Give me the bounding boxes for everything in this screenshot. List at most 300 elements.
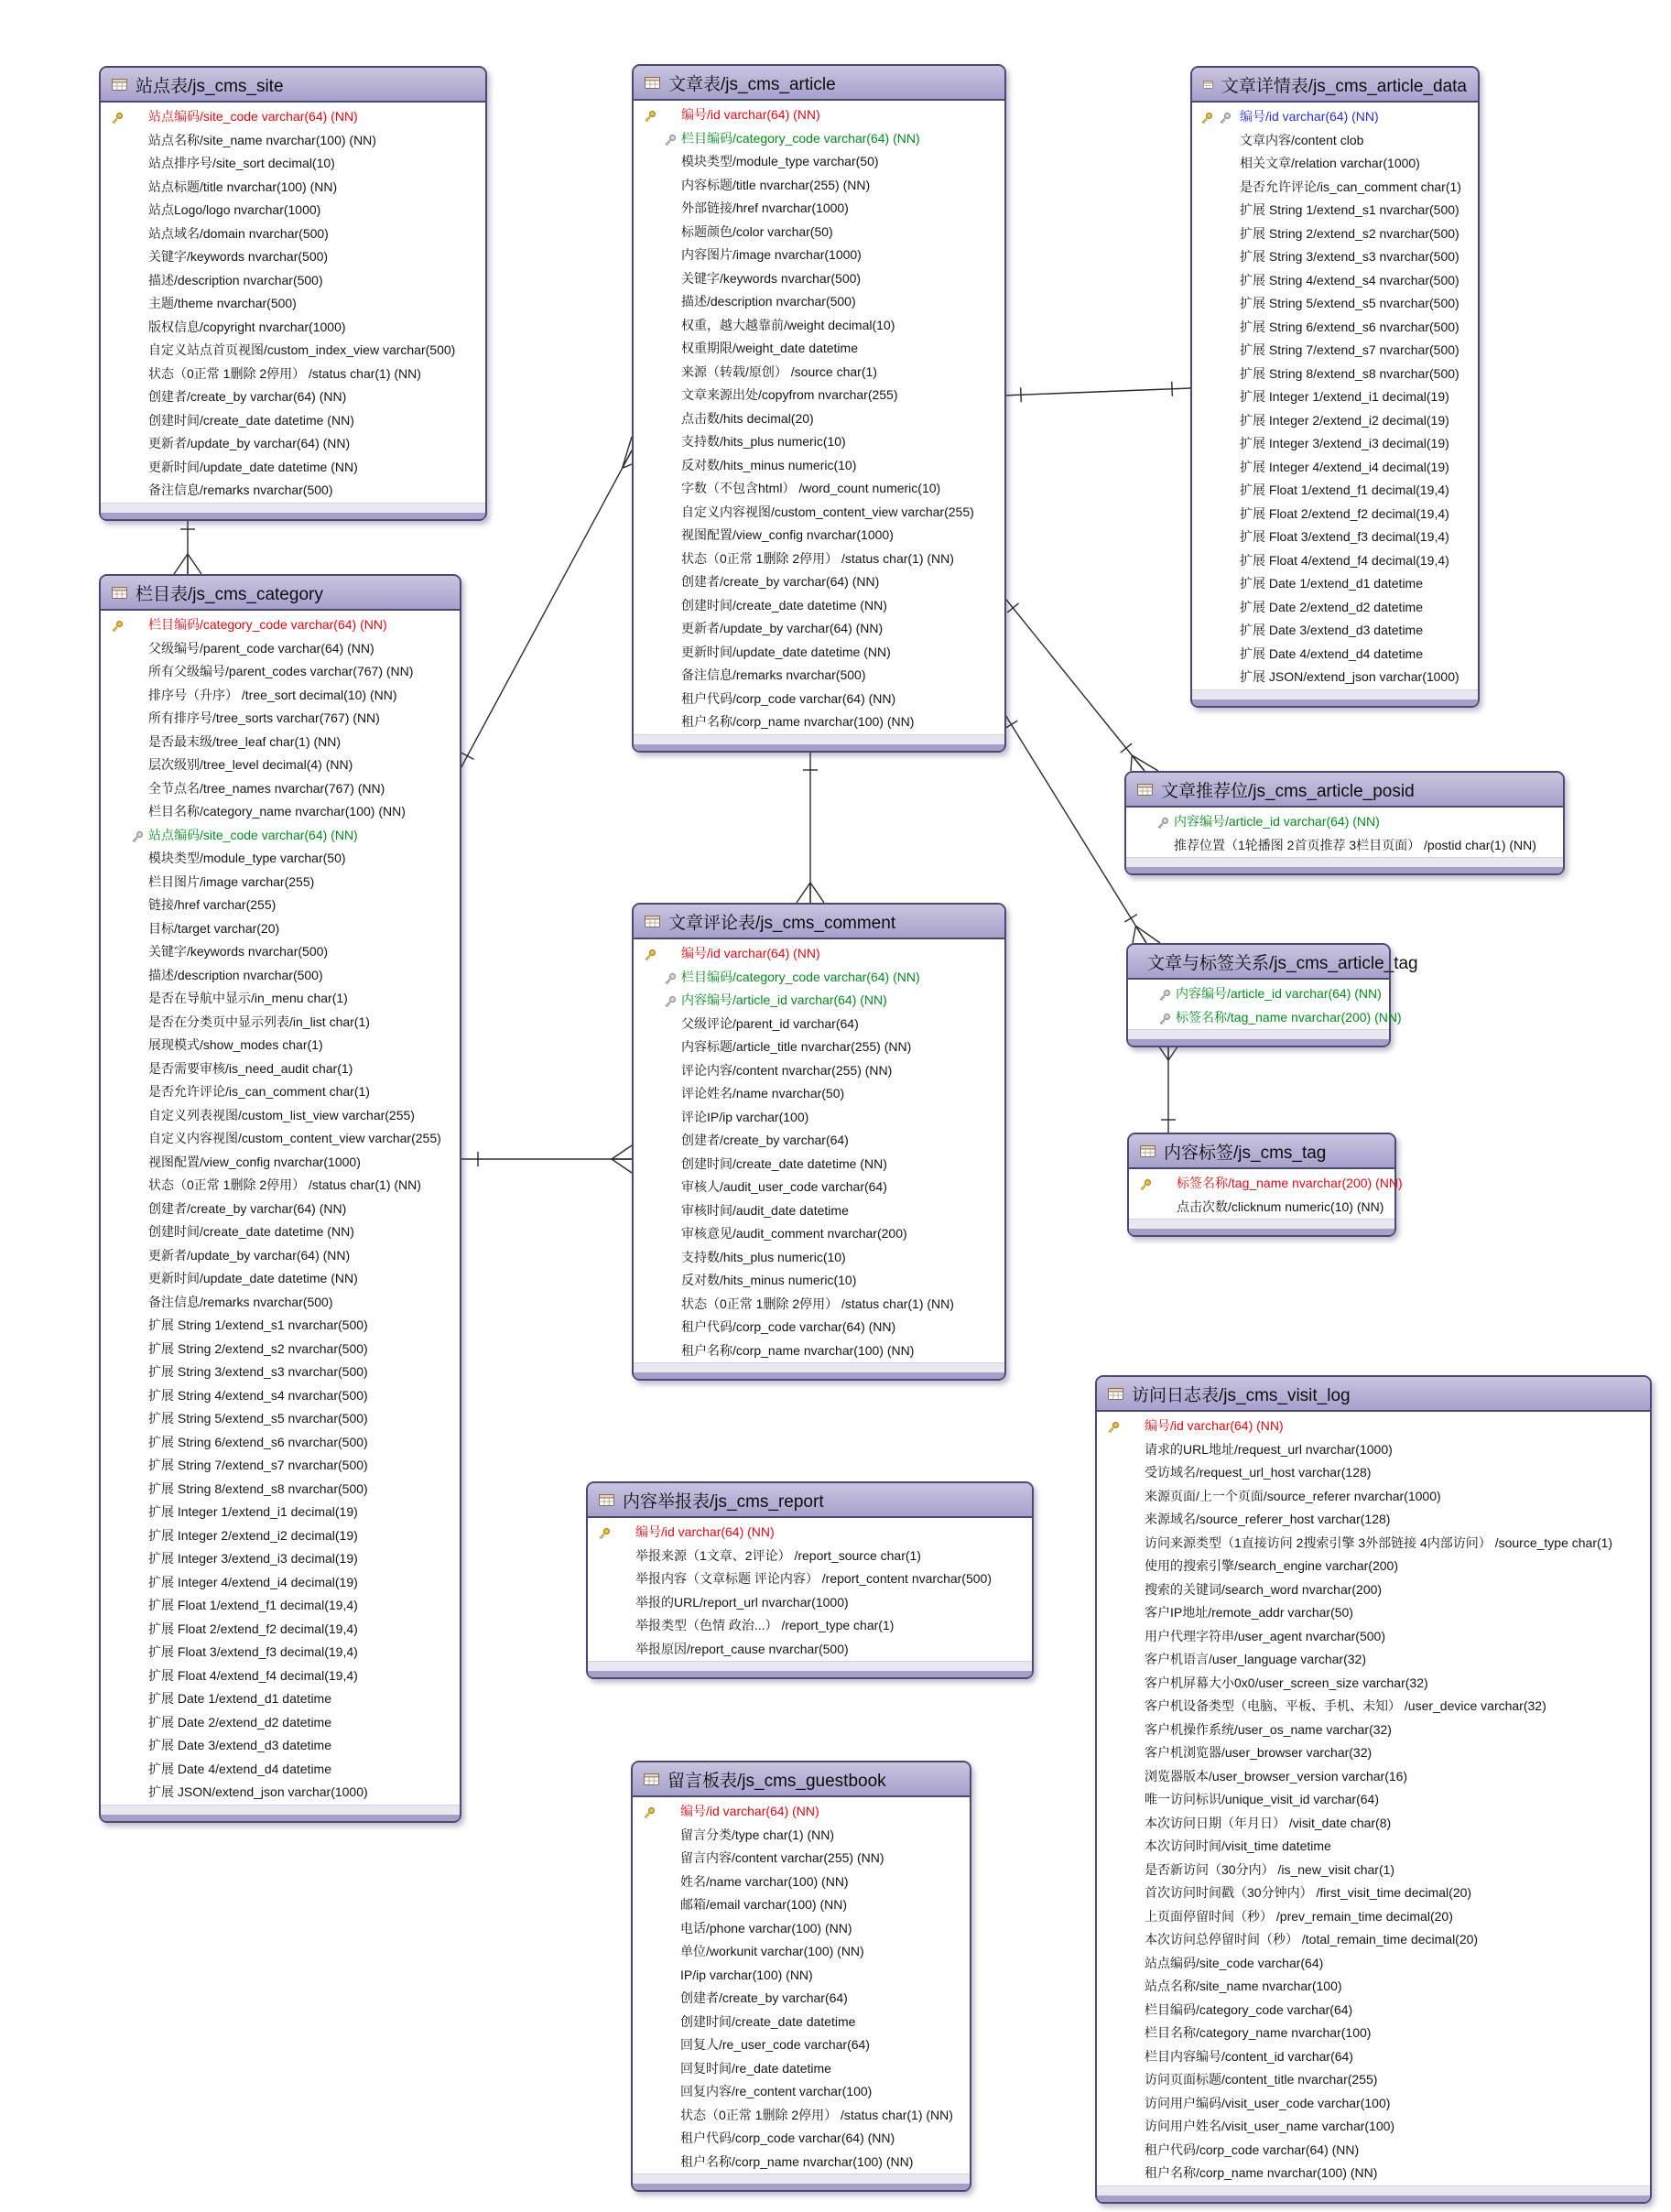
field-row[interactable] bbox=[633, 1870, 970, 1894]
field-row[interactable] bbox=[1192, 409, 1478, 433]
field-text: 排序号（升序） /tree_sort decimal(10) (NN) bbox=[148, 687, 397, 702]
field-row[interactable] bbox=[1192, 363, 1478, 386]
field-text: 电话/phone varchar(100) (NN) bbox=[680, 1920, 852, 1936]
field-row[interactable] bbox=[1192, 245, 1478, 269]
field-row[interactable] bbox=[634, 1129, 1004, 1153]
field-row[interactable] bbox=[101, 1594, 460, 1618]
field-row[interactable] bbox=[101, 684, 460, 708]
table-footer-strip bbox=[1128, 1029, 1389, 1039]
field-row[interactable] bbox=[634, 1199, 1004, 1223]
field-row[interactable] bbox=[1097, 1508, 1650, 1532]
field-list bbox=[1128, 980, 1402, 1029]
field-row[interactable] bbox=[634, 337, 1004, 361]
field-row[interactable] bbox=[634, 594, 1004, 618]
field-row[interactable] bbox=[1097, 1741, 1650, 1765]
field-row[interactable] bbox=[1097, 2115, 1650, 2139]
table-article_tag[interactable] bbox=[1126, 943, 1418, 1047]
field-row[interactable] bbox=[101, 363, 485, 386]
field-row[interactable] bbox=[101, 1104, 460, 1128]
field-text: 站点编码/site_code varchar(64) (NN) bbox=[148, 827, 358, 842]
table-footer-band bbox=[1097, 2196, 1650, 2202]
field-text: 扩展 String 1/extend_s1 nvarchar(500) bbox=[148, 1317, 368, 1332]
field-text: 扩展 Integer 1/extend_i1 decimal(19) bbox=[1240, 389, 1449, 404]
field-row[interactable] bbox=[1192, 176, 1478, 200]
field-text: 点击次数/clicknum numeric(10) (NN) bbox=[1177, 1198, 1384, 1214]
field-list bbox=[101, 611, 460, 1805]
field-row[interactable] bbox=[1097, 1578, 1650, 1602]
field-row[interactable] bbox=[1097, 1461, 1650, 1485]
field-row[interactable] bbox=[1097, 2092, 1650, 2116]
foreign-key-icon bbox=[1218, 112, 1232, 125]
field-text: 本次访问时间/visit_time datetime bbox=[1145, 1838, 1331, 1853]
field-row[interactable] bbox=[1097, 1695, 1650, 1719]
field-row[interactable] bbox=[101, 1664, 460, 1688]
table-footer-band bbox=[633, 2184, 970, 2190]
field-row[interactable] bbox=[1097, 1952, 1650, 1976]
field-row[interactable] bbox=[101, 479, 485, 503]
field-row[interactable] bbox=[101, 871, 460, 895]
table-title: 文章表/js_cms_article bbox=[668, 74, 836, 94]
field-row[interactable] bbox=[588, 1614, 1032, 1638]
field-row[interactable] bbox=[1128, 1006, 1402, 1030]
field-row[interactable] bbox=[101, 176, 485, 200]
field-row[interactable] bbox=[1097, 1415, 1650, 1438]
field-row[interactable] bbox=[634, 361, 1004, 385]
field-row[interactable] bbox=[101, 1244, 460, 1268]
field-row[interactable] bbox=[1129, 1196, 1394, 1220]
field-row[interactable] bbox=[633, 1964, 970, 1988]
field-row[interactable] bbox=[1097, 1788, 1650, 1812]
field-row[interactable] bbox=[1097, 1812, 1650, 1836]
field-row[interactable] bbox=[1097, 1601, 1650, 1625]
field-row[interactable] bbox=[101, 824, 460, 848]
field-text: 栏目名称/category_name nvarchar(100) (NN) bbox=[148, 804, 406, 819]
field-text: 内容编号/article_id varchar(64) (NN) bbox=[681, 992, 887, 1007]
field-row[interactable] bbox=[101, 222, 485, 246]
relation-article-posid bbox=[1003, 595, 1158, 771]
field-row[interactable] bbox=[634, 267, 1004, 291]
field-row[interactable] bbox=[633, 2011, 970, 2034]
field-text: 扩展 String 5/extend_s5 nvarchar(500) bbox=[148, 1411, 368, 1426]
field-row[interactable] bbox=[1192, 619, 1478, 643]
table-footer-band bbox=[1192, 699, 1478, 706]
field-row[interactable] bbox=[1192, 292, 1478, 316]
field-row[interactable] bbox=[634, 244, 1004, 267]
field-row[interactable] bbox=[101, 894, 460, 917]
field-row[interactable] bbox=[101, 1524, 460, 1548]
field-row[interactable] bbox=[634, 1059, 1004, 1083]
field-text: 扩展 Integer 4/extend_i4 decimal(19) bbox=[1240, 459, 1449, 474]
field-row[interactable] bbox=[101, 1057, 460, 1081]
field-text: 租户代码/corp_code varchar(64) (NN) bbox=[681, 1319, 896, 1334]
field-row[interactable] bbox=[1192, 385, 1478, 409]
field-text: 审核人/audit_user_code varchar(64) bbox=[681, 1179, 887, 1194]
field-row[interactable] bbox=[1192, 129, 1478, 153]
field-row[interactable] bbox=[101, 105, 485, 129]
field-text: 点击数/hits decimal(20) bbox=[681, 410, 814, 426]
foreign-key-icon bbox=[663, 995, 677, 1009]
table-article_data[interactable] bbox=[1190, 66, 1480, 708]
field-row[interactable] bbox=[588, 1521, 1032, 1545]
field-row[interactable] bbox=[1192, 479, 1478, 503]
field-row[interactable] bbox=[1192, 316, 1478, 340]
field-row[interactable] bbox=[1097, 1719, 1650, 1742]
table-footer-band bbox=[634, 744, 1004, 751]
field-row[interactable] bbox=[101, 316, 485, 340]
field-row[interactable] bbox=[101, 637, 460, 661]
field-row[interactable] bbox=[101, 129, 485, 153]
field-text: 回复人/re_user_code varchar(64) bbox=[680, 2037, 870, 2052]
table-guestbook[interactable] bbox=[631, 1761, 971, 2192]
field-row[interactable] bbox=[634, 1222, 1004, 1246]
field-row[interactable] bbox=[101, 754, 460, 777]
field-row[interactable] bbox=[633, 1940, 970, 1964]
field-row[interactable] bbox=[101, 409, 485, 433]
table-icon bbox=[1203, 79, 1213, 91]
field-text: 关键字/keywords nvarchar(500) bbox=[681, 270, 862, 286]
field-text: 描述/description nvarchar(500) bbox=[148, 967, 323, 982]
field-row[interactable] bbox=[1126, 810, 1563, 834]
field-row[interactable] bbox=[101, 731, 460, 754]
field-row[interactable] bbox=[101, 292, 485, 316]
field-row[interactable] bbox=[101, 1454, 460, 1478]
table-header-comment[interactable] bbox=[634, 905, 1004, 939]
table-title: 文章推荐位/js_cms_article_posid bbox=[1161, 781, 1415, 801]
table-icon bbox=[112, 587, 127, 599]
field-row[interactable] bbox=[633, 1893, 970, 1917]
primary-key-icon bbox=[643, 949, 656, 962]
field-row[interactable] bbox=[101, 1758, 460, 1782]
field-row[interactable] bbox=[634, 501, 1004, 525]
field-text: 扩展 String 2/extend_s2 nvarchar(500) bbox=[1240, 225, 1459, 241]
field-row[interactable] bbox=[633, 2151, 970, 2174]
field-row[interactable] bbox=[1097, 1881, 1650, 1905]
field-row[interactable] bbox=[634, 1153, 1004, 1176]
field-row[interactable] bbox=[1097, 2162, 1650, 2185]
field-row[interactable] bbox=[633, 2080, 970, 2104]
field-text: 受访域名/request_url_host varchar(128) bbox=[1145, 1465, 1372, 1480]
field-row[interactable] bbox=[101, 432, 485, 456]
field-text: 扩展 Date 3/extend_d3 datetime bbox=[148, 1738, 332, 1752]
field-row[interactable] bbox=[1097, 1648, 1650, 1672]
field-text: 文章来源出处/copyfrom nvarchar(255) bbox=[681, 387, 898, 402]
table-header-visit_log[interactable] bbox=[1097, 1377, 1650, 1412]
field-row[interactable] bbox=[633, 2104, 970, 2128]
field-row[interactable] bbox=[634, 1036, 1004, 1059]
field-row[interactable] bbox=[633, 2057, 970, 2081]
field-row[interactable] bbox=[1192, 526, 1478, 549]
field-text: 回复内容/re_content varchar(100) bbox=[680, 2084, 873, 2098]
field-row[interactable] bbox=[1097, 1765, 1650, 1789]
field-row[interactable] bbox=[101, 245, 485, 269]
table-header-article_data[interactable] bbox=[1192, 68, 1478, 103]
field-row[interactable] bbox=[634, 942, 1004, 966]
field-row[interactable] bbox=[101, 1127, 460, 1151]
field-row[interactable] bbox=[634, 688, 1004, 711]
field-row[interactable] bbox=[588, 1545, 1032, 1568]
field-row[interactable] bbox=[101, 1011, 460, 1035]
field-row[interactable] bbox=[101, 1407, 460, 1431]
field-text: 扩展 Integer 3/extend_i3 decimal(19) bbox=[1240, 436, 1449, 450]
field-text: 编号/id varchar(64) (NN) bbox=[1240, 109, 1379, 124]
field-text: 站点排序号/site_sort decimal(10) bbox=[148, 156, 335, 170]
field-list bbox=[101, 103, 485, 503]
field-row[interactable] bbox=[1097, 1859, 1650, 1882]
field-text: 创建者/create_by varchar(64) bbox=[681, 1133, 849, 1147]
field-text: 权重，越大越靠前/weight decimal(10) bbox=[681, 317, 895, 332]
field-row[interactable] bbox=[634, 1246, 1004, 1270]
field-row[interactable] bbox=[101, 964, 460, 988]
field-text: 扩展 Date 4/extend_d4 datetime bbox=[148, 1761, 332, 1776]
field-row[interactable] bbox=[1192, 596, 1478, 620]
field-list bbox=[1129, 1169, 1403, 1219]
field-row[interactable] bbox=[1097, 2139, 1650, 2163]
field-text: 反对数/hits_minus numeric(10) bbox=[681, 457, 857, 472]
field-row[interactable] bbox=[101, 800, 460, 824]
field-row[interactable] bbox=[634, 1339, 1004, 1363]
field-row[interactable] bbox=[1192, 152, 1478, 176]
field-row[interactable] bbox=[1097, 1555, 1650, 1578]
field-row[interactable] bbox=[634, 314, 1004, 338]
field-row[interactable] bbox=[1097, 1485, 1650, 1509]
field-row[interactable] bbox=[633, 2033, 970, 2057]
table-header-guestbook[interactable] bbox=[633, 1762, 970, 1797]
field-row[interactable] bbox=[634, 989, 1004, 1013]
field-row[interactable] bbox=[1192, 643, 1478, 667]
field-text: 站点名称/site_name nvarchar(100) bbox=[1145, 1979, 1342, 1993]
field-row[interactable] bbox=[1097, 2045, 1650, 2069]
field-row[interactable] bbox=[1129, 1172, 1403, 1196]
field-row[interactable] bbox=[101, 199, 485, 222]
field-list bbox=[634, 101, 1004, 734]
field-row[interactable] bbox=[634, 641, 1004, 665]
field-row[interactable] bbox=[1097, 1835, 1650, 1859]
field-row[interactable] bbox=[1192, 222, 1478, 246]
field-row[interactable] bbox=[1192, 269, 1478, 293]
table-title: 文章详情表/js_cms_article_data bbox=[1221, 76, 1467, 96]
field-row[interactable] bbox=[634, 430, 1004, 454]
field-row[interactable] bbox=[1097, 1999, 1650, 2022]
field-row[interactable] bbox=[634, 454, 1004, 478]
table-header-site[interactable] bbox=[101, 68, 485, 103]
field-text: 视图配置/view_config nvarchar(1000) bbox=[681, 527, 894, 542]
table-header-tag[interactable] bbox=[1129, 1134, 1394, 1169]
field-row[interactable] bbox=[588, 1638, 1032, 1662]
field-row[interactable] bbox=[634, 1082, 1004, 1106]
field-text: 扩展 String 3/extend_s3 nvarchar(500) bbox=[148, 1364, 368, 1379]
field-row[interactable] bbox=[101, 1198, 460, 1221]
field-row[interactable] bbox=[634, 103, 1004, 127]
field-text: 全节点名/tree_names nvarchar(767) (NN) bbox=[148, 780, 385, 796]
field-row[interactable] bbox=[101, 1080, 460, 1104]
field-row[interactable] bbox=[101, 1478, 460, 1502]
field-row[interactable] bbox=[1192, 105, 1478, 129]
field-row[interactable] bbox=[101, 1384, 460, 1408]
field-row[interactable] bbox=[101, 269, 485, 293]
field-row[interactable] bbox=[1097, 2068, 1650, 2092]
field-row[interactable] bbox=[634, 407, 1004, 431]
field-row[interactable] bbox=[101, 1781, 460, 1805]
field-row[interactable] bbox=[1097, 1625, 1650, 1649]
field-text: 版权信息/copyright nvarchar(1000) bbox=[148, 319, 346, 334]
field-row[interactable] bbox=[101, 456, 485, 480]
field-text: 本次访问总停留时间（秒） /total_remain_time decimal(20) bbox=[1145, 1932, 1479, 1946]
field-row[interactable] bbox=[633, 2127, 970, 2151]
field-text: 扩展 String 1/extend_s1 nvarchar(500) bbox=[1240, 202, 1459, 217]
field-row[interactable] bbox=[1192, 503, 1478, 526]
table-footer-band bbox=[1128, 1039, 1389, 1046]
field-row[interactable] bbox=[634, 197, 1004, 221]
field-row[interactable] bbox=[101, 1220, 460, 1244]
field-row[interactable] bbox=[101, 1174, 460, 1198]
field-text: 站点标题/title nvarchar(100) (NN) bbox=[148, 179, 338, 194]
table-comment[interactable] bbox=[632, 903, 1006, 1381]
field-row[interactable] bbox=[634, 290, 1004, 314]
field-row[interactable] bbox=[101, 917, 460, 941]
table-article[interactable] bbox=[632, 64, 1006, 753]
field-row[interactable] bbox=[101, 940, 460, 964]
field-text: 展现模式/show_modes char(1) bbox=[148, 1037, 323, 1052]
field-row[interactable] bbox=[1192, 199, 1478, 222]
field-text: 标签名称/tag_name nvarchar(200) (NN) bbox=[1177, 1176, 1403, 1190]
field-text: 访问页面标题/content_title nvarchar(255) bbox=[1145, 2072, 1378, 2087]
field-text: 栏目图片/image varchar(255) bbox=[148, 873, 315, 889]
field-row[interactable] bbox=[101, 1711, 460, 1735]
field-row[interactable] bbox=[588, 1567, 1032, 1591]
table-article_posid[interactable] bbox=[1124, 771, 1565, 875]
field-row[interactable] bbox=[101, 1338, 460, 1361]
field-row[interactable] bbox=[633, 1987, 970, 2011]
field-row[interactable] bbox=[101, 1618, 460, 1642]
field-row[interactable] bbox=[1097, 1438, 1650, 1462]
field-row[interactable] bbox=[1192, 549, 1478, 573]
field-row[interactable] bbox=[1126, 834, 1563, 858]
table-category[interactable] bbox=[99, 574, 461, 1823]
field-row[interactable] bbox=[101, 339, 485, 363]
field-row[interactable] bbox=[101, 1571, 460, 1595]
table-header-report[interactable] bbox=[588, 1483, 1032, 1518]
field-row[interactable] bbox=[634, 174, 1004, 198]
field-row[interactable] bbox=[1192, 666, 1478, 689]
table-footer-strip bbox=[1097, 2185, 1650, 2196]
field-row[interactable] bbox=[634, 1316, 1004, 1339]
field-row[interactable] bbox=[1097, 1672, 1650, 1696]
field-row[interactable] bbox=[1097, 1905, 1650, 1929]
field-row[interactable] bbox=[101, 1687, 460, 1711]
field-row[interactable] bbox=[634, 617, 1004, 641]
field-row[interactable] bbox=[634, 1013, 1004, 1036]
field-row[interactable] bbox=[101, 1291, 460, 1315]
field-row[interactable] bbox=[634, 548, 1004, 571]
field-row[interactable] bbox=[588, 1591, 1032, 1615]
field-row[interactable] bbox=[1192, 456, 1478, 480]
table-title: 留言板表/js_cms_guestbook bbox=[667, 1771, 886, 1791]
field-row[interactable] bbox=[634, 710, 1004, 734]
field-text: 是否在导航中显示/in_menu char(1) bbox=[148, 991, 348, 1005]
field-row[interactable] bbox=[634, 127, 1004, 151]
table-report[interactable] bbox=[586, 1481, 1034, 1679]
field-row[interactable] bbox=[634, 524, 1004, 548]
field-text: 扩展 Integer 4/extend_i4 decimal(19) bbox=[148, 1574, 358, 1589]
field-row[interactable] bbox=[101, 1034, 460, 1057]
field-text: 自定义内容视图/custom_content_view varchar(255) bbox=[681, 504, 974, 519]
table-site[interactable] bbox=[99, 66, 487, 521]
table-header-article[interactable] bbox=[634, 66, 1004, 101]
field-row[interactable] bbox=[1097, 1975, 1650, 1999]
field-row[interactable] bbox=[634, 966, 1004, 990]
table-header-category[interactable] bbox=[101, 576, 460, 611]
field-row[interactable] bbox=[634, 664, 1004, 688]
foreign-key-icon bbox=[1157, 1013, 1171, 1026]
field-text: 站点Logo/logo nvarchar(1000) bbox=[148, 202, 321, 217]
field-row[interactable] bbox=[101, 385, 485, 409]
table-visit_log[interactable] bbox=[1095, 1375, 1652, 2204]
field-row[interactable] bbox=[101, 987, 460, 1011]
field-row[interactable] bbox=[1097, 1532, 1650, 1556]
field-row[interactable] bbox=[634, 221, 1004, 244]
field-row[interactable] bbox=[1097, 1928, 1650, 1952]
field-row[interactable] bbox=[634, 150, 1004, 174]
table-header-article_posid[interactable] bbox=[1126, 773, 1563, 808]
field-row[interactable] bbox=[101, 1267, 460, 1291]
field-row[interactable] bbox=[634, 570, 1004, 594]
field-row[interactable] bbox=[101, 1431, 460, 1455]
field-row[interactable] bbox=[101, 1501, 460, 1524]
field-row[interactable] bbox=[101, 660, 460, 684]
field-row[interactable] bbox=[101, 1314, 460, 1338]
primary-key-icon bbox=[1199, 112, 1213, 125]
field-row[interactable] bbox=[634, 384, 1004, 407]
table-header-article_tag[interactable] bbox=[1128, 945, 1418, 980]
field-row[interactable] bbox=[634, 1269, 1004, 1293]
field-text: 客户机操作系统/user_os_name varchar(32) bbox=[1145, 1721, 1392, 1737]
table-footer-strip bbox=[1126, 857, 1563, 867]
field-row[interactable] bbox=[1192, 572, 1478, 596]
field-text: 举报原因/report_cause nvarchar(500) bbox=[635, 1641, 849, 1656]
field-row[interactable] bbox=[101, 777, 460, 801]
field-row[interactable] bbox=[101, 1361, 460, 1384]
field-text: 内容标题/title nvarchar(255) (NN) bbox=[681, 177, 871, 192]
field-row[interactable] bbox=[633, 1847, 970, 1870]
field-row[interactable] bbox=[634, 477, 1004, 501]
field-row[interactable] bbox=[101, 1151, 460, 1175]
field-row[interactable] bbox=[1097, 2022, 1650, 2045]
field-text: 访问用户姓名/visit_user_name varchar(100) bbox=[1145, 2119, 1395, 2133]
field-row[interactable] bbox=[634, 1176, 1004, 1199]
field-row[interactable] bbox=[101, 1641, 460, 1664]
field-row[interactable] bbox=[101, 1547, 460, 1571]
field-row[interactable] bbox=[101, 613, 460, 637]
field-row[interactable] bbox=[101, 847, 460, 871]
field-row[interactable] bbox=[1192, 432, 1478, 456]
field-text: 视图配置/view_config nvarchar(1000) bbox=[148, 1154, 361, 1169]
table-tag[interactable] bbox=[1127, 1133, 1403, 1237]
field-text: 自定义内容视图/custom_content_view varchar(255) bbox=[148, 1131, 441, 1145]
field-row[interactable] bbox=[1192, 339, 1478, 363]
field-text: 邮箱/email varchar(100) (NN) bbox=[680, 1897, 848, 1912]
field-row[interactable] bbox=[101, 707, 460, 731]
field-row[interactable] bbox=[633, 1824, 970, 1848]
field-text: 扩展 String 2/extend_s2 nvarchar(500) bbox=[148, 1340, 368, 1356]
field-row[interactable] bbox=[633, 1917, 970, 1941]
field-text: 是否允许评论/is_can_comment char(1) bbox=[1240, 179, 1461, 194]
field-row[interactable] bbox=[634, 1293, 1004, 1317]
field-row[interactable] bbox=[634, 1106, 1004, 1130]
field-row[interactable] bbox=[1128, 982, 1389, 1006]
field-row[interactable] bbox=[101, 1734, 460, 1758]
field-row[interactable] bbox=[101, 152, 485, 176]
field-row[interactable] bbox=[633, 1800, 970, 1824]
